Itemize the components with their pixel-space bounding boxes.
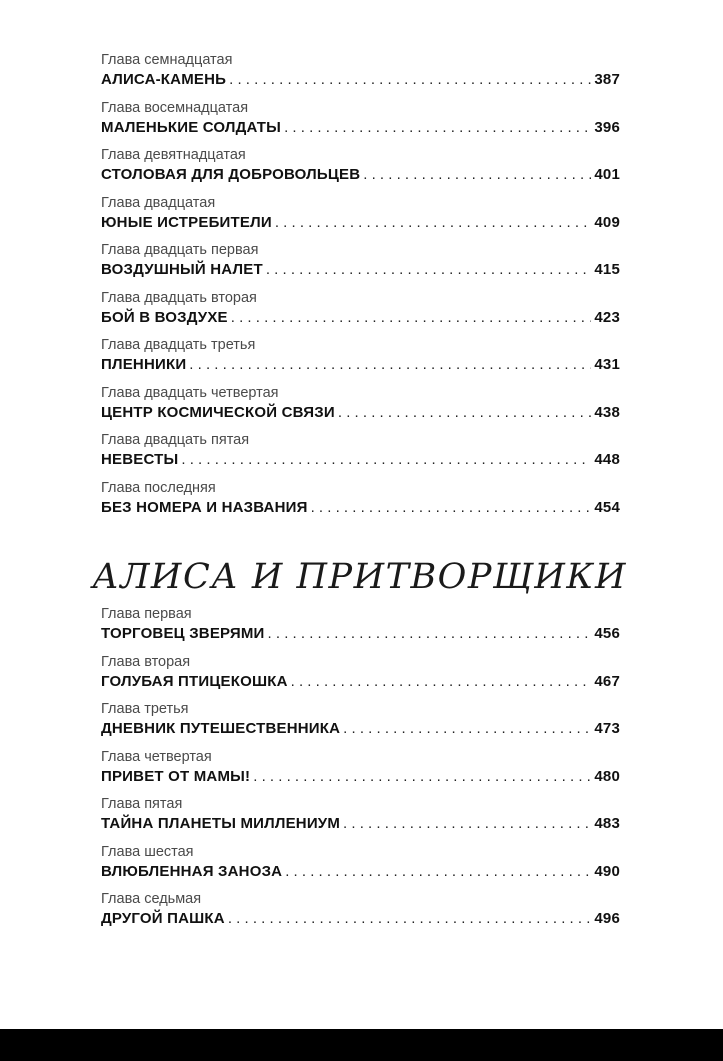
chapter-title-line [101, 909, 620, 929]
book-title-heading: АЛИСА И ПРИТВОРЩИКИ [92, 557, 627, 597]
chapter-title: ПЛЕННИКИ [101, 356, 187, 373]
page-number: 490 [594, 862, 620, 880]
chapter-label: Глава семнадцатая [101, 52, 233, 68]
toc-entry[interactable] [101, 51, 620, 98]
chapter-title-line [101, 814, 620, 834]
leader-dots [343, 719, 591, 739]
toc-entry[interactable] [101, 479, 620, 526]
page-number: 448 [594, 451, 620, 468]
chapter-label: Глава четвертая [101, 748, 212, 765]
leader-dots [291, 672, 592, 692]
page-number: 480 [594, 767, 620, 785]
chapter-title: НЕВЕСТЫ [101, 451, 179, 468]
chapter-title: БЕЗ НОМЕРА И НАЗВАНИЯ [101, 498, 308, 516]
chapter-title-line [101, 719, 620, 739]
toc-entry[interactable] [101, 146, 620, 193]
toc-entry[interactable] [101, 795, 620, 842]
toc-entry[interactable] [101, 384, 620, 431]
chapter-label: Глава девятнадцатая [101, 147, 246, 163]
chapter-title: ТАЙНА ПЛАНЕТЫ МИЛЛЕНИУМ [101, 815, 341, 832]
chapter-label: Глава двадцатая [101, 194, 216, 211]
leader-dots [285, 862, 591, 882]
toc-entry[interactable] [101, 890, 620, 937]
leader-dots [363, 165, 591, 185]
leader-dots [266, 260, 592, 280]
chapter-title: ВОЗДУШНЫЙ НАЛЕТ [101, 261, 263, 278]
toc-entry[interactable] [101, 431, 620, 478]
chapter-title-line [101, 260, 620, 280]
page-number: 387 [594, 71, 620, 88]
page-number: 401 [594, 166, 620, 183]
chapter-title-line [101, 862, 620, 882]
leader-dots [229, 70, 591, 90]
chapter-title-line [101, 118, 620, 138]
chapter-title-line [101, 355, 620, 375]
leader-dots [338, 403, 591, 423]
page-number: 431 [594, 356, 620, 373]
chapter-title-line [101, 672, 620, 692]
chapter-label: Глава последняя [101, 479, 216, 496]
toc-entry[interactable] [101, 605, 620, 652]
toc-entry[interactable] [101, 336, 620, 383]
chapter-title: АЛИСА-КАМЕНЬ [101, 71, 227, 88]
page-number: 496 [594, 910, 620, 927]
page-number: 456 [594, 625, 620, 642]
chapter-title-line [101, 308, 620, 328]
chapter-title-line [101, 498, 620, 518]
page-number: 454 [594, 498, 620, 516]
chapter-label: Глава двадцать первая [101, 242, 259, 258]
leader-dots [268, 624, 592, 644]
chapter-label: Глава двадцать пятая [101, 432, 250, 448]
chapter-title: МАЛЕНЬКИЕ СОЛДАТЫ [101, 118, 282, 136]
leader-dots [228, 909, 592, 929]
chapter-title: ДНЕВНИК ПУТЕШЕСТВЕННИКА [101, 720, 341, 737]
chapter-label: Глава двадцать вторая [101, 289, 257, 306]
chapter-title-line [101, 767, 620, 787]
chapter-label: Глава седьмая [101, 891, 202, 907]
bottom-black-bar [0, 1029, 723, 1061]
page-number: 438 [594, 403, 620, 421]
chapter-label: Глава пятая [101, 796, 183, 812]
chapter-title: ВЛЮБЛЕННАЯ ЗАНОЗА [101, 862, 283, 880]
toc-entry[interactable] [101, 241, 620, 288]
chapter-title: ДРУГОЙ ПАШКА [101, 910, 225, 927]
leader-dots [343, 814, 591, 834]
chapter-label: Глава двадцать третья [101, 337, 256, 353]
leader-dots [284, 118, 591, 138]
leader-dots [181, 450, 591, 470]
toc-entry[interactable] [101, 653, 620, 700]
chapter-title-line [101, 165, 620, 185]
chapter-title: СТОЛОВАЯ ДЛЯ ДОБРОВОЛЬЦЕВ [101, 166, 361, 183]
toc-entry[interactable] [101, 289, 620, 336]
leader-dots [275, 213, 592, 233]
chapter-title-line [101, 450, 620, 470]
toc-entry[interactable] [101, 194, 620, 241]
leader-dots [231, 308, 592, 328]
chapter-title-line [101, 70, 620, 90]
page-number: 396 [594, 118, 620, 136]
toc-entry[interactable] [101, 843, 620, 890]
chapter-title-line [101, 624, 620, 644]
page-number: 483 [594, 815, 620, 832]
chapter-title: ЮНЫЕ ИСТРЕБИТЕЛИ [101, 213, 272, 231]
chapter-label: Глава третья [101, 701, 189, 717]
chapter-title: ТОРГОВЕЦ ЗВЕРЯМИ [101, 625, 265, 642]
page-number: 473 [594, 720, 620, 737]
chapter-label: Глава первая [101, 606, 192, 622]
toc-entry[interactable] [101, 748, 620, 795]
chapter-label: Глава двадцать четвертая [101, 384, 279, 401]
toc-entry[interactable] [101, 99, 620, 146]
chapter-label: Глава вторая [101, 653, 191, 670]
toc-entry[interactable] [101, 700, 620, 747]
leader-dots [311, 498, 592, 518]
chapter-title: БОЙ В ВОЗДУХЕ [101, 308, 228, 326]
page-number: 409 [594, 213, 620, 231]
chapter-label: Глава шестая [101, 843, 194, 860]
leader-dots [189, 355, 591, 375]
toc-section-a [101, 50, 620, 525]
page-number: 415 [594, 261, 620, 278]
chapter-title: ГОЛУБАЯ ПТИЦЕКОШКА [101, 672, 288, 690]
leader-dots [253, 767, 591, 787]
chapter-title-line [101, 403, 620, 423]
chapter-title-line [101, 213, 620, 233]
chapter-title: ПРИВЕТ ОТ МАМЫ! [101, 767, 251, 785]
chapter-title: ЦЕНТР КОСМИЧЕСКОЙ СВЯЗИ [101, 403, 335, 421]
chapter-label: Глава восемнадцатая [101, 99, 249, 116]
page-number: 467 [594, 672, 620, 690]
toc-section-b [101, 604, 620, 937]
page-number: 423 [594, 308, 620, 326]
